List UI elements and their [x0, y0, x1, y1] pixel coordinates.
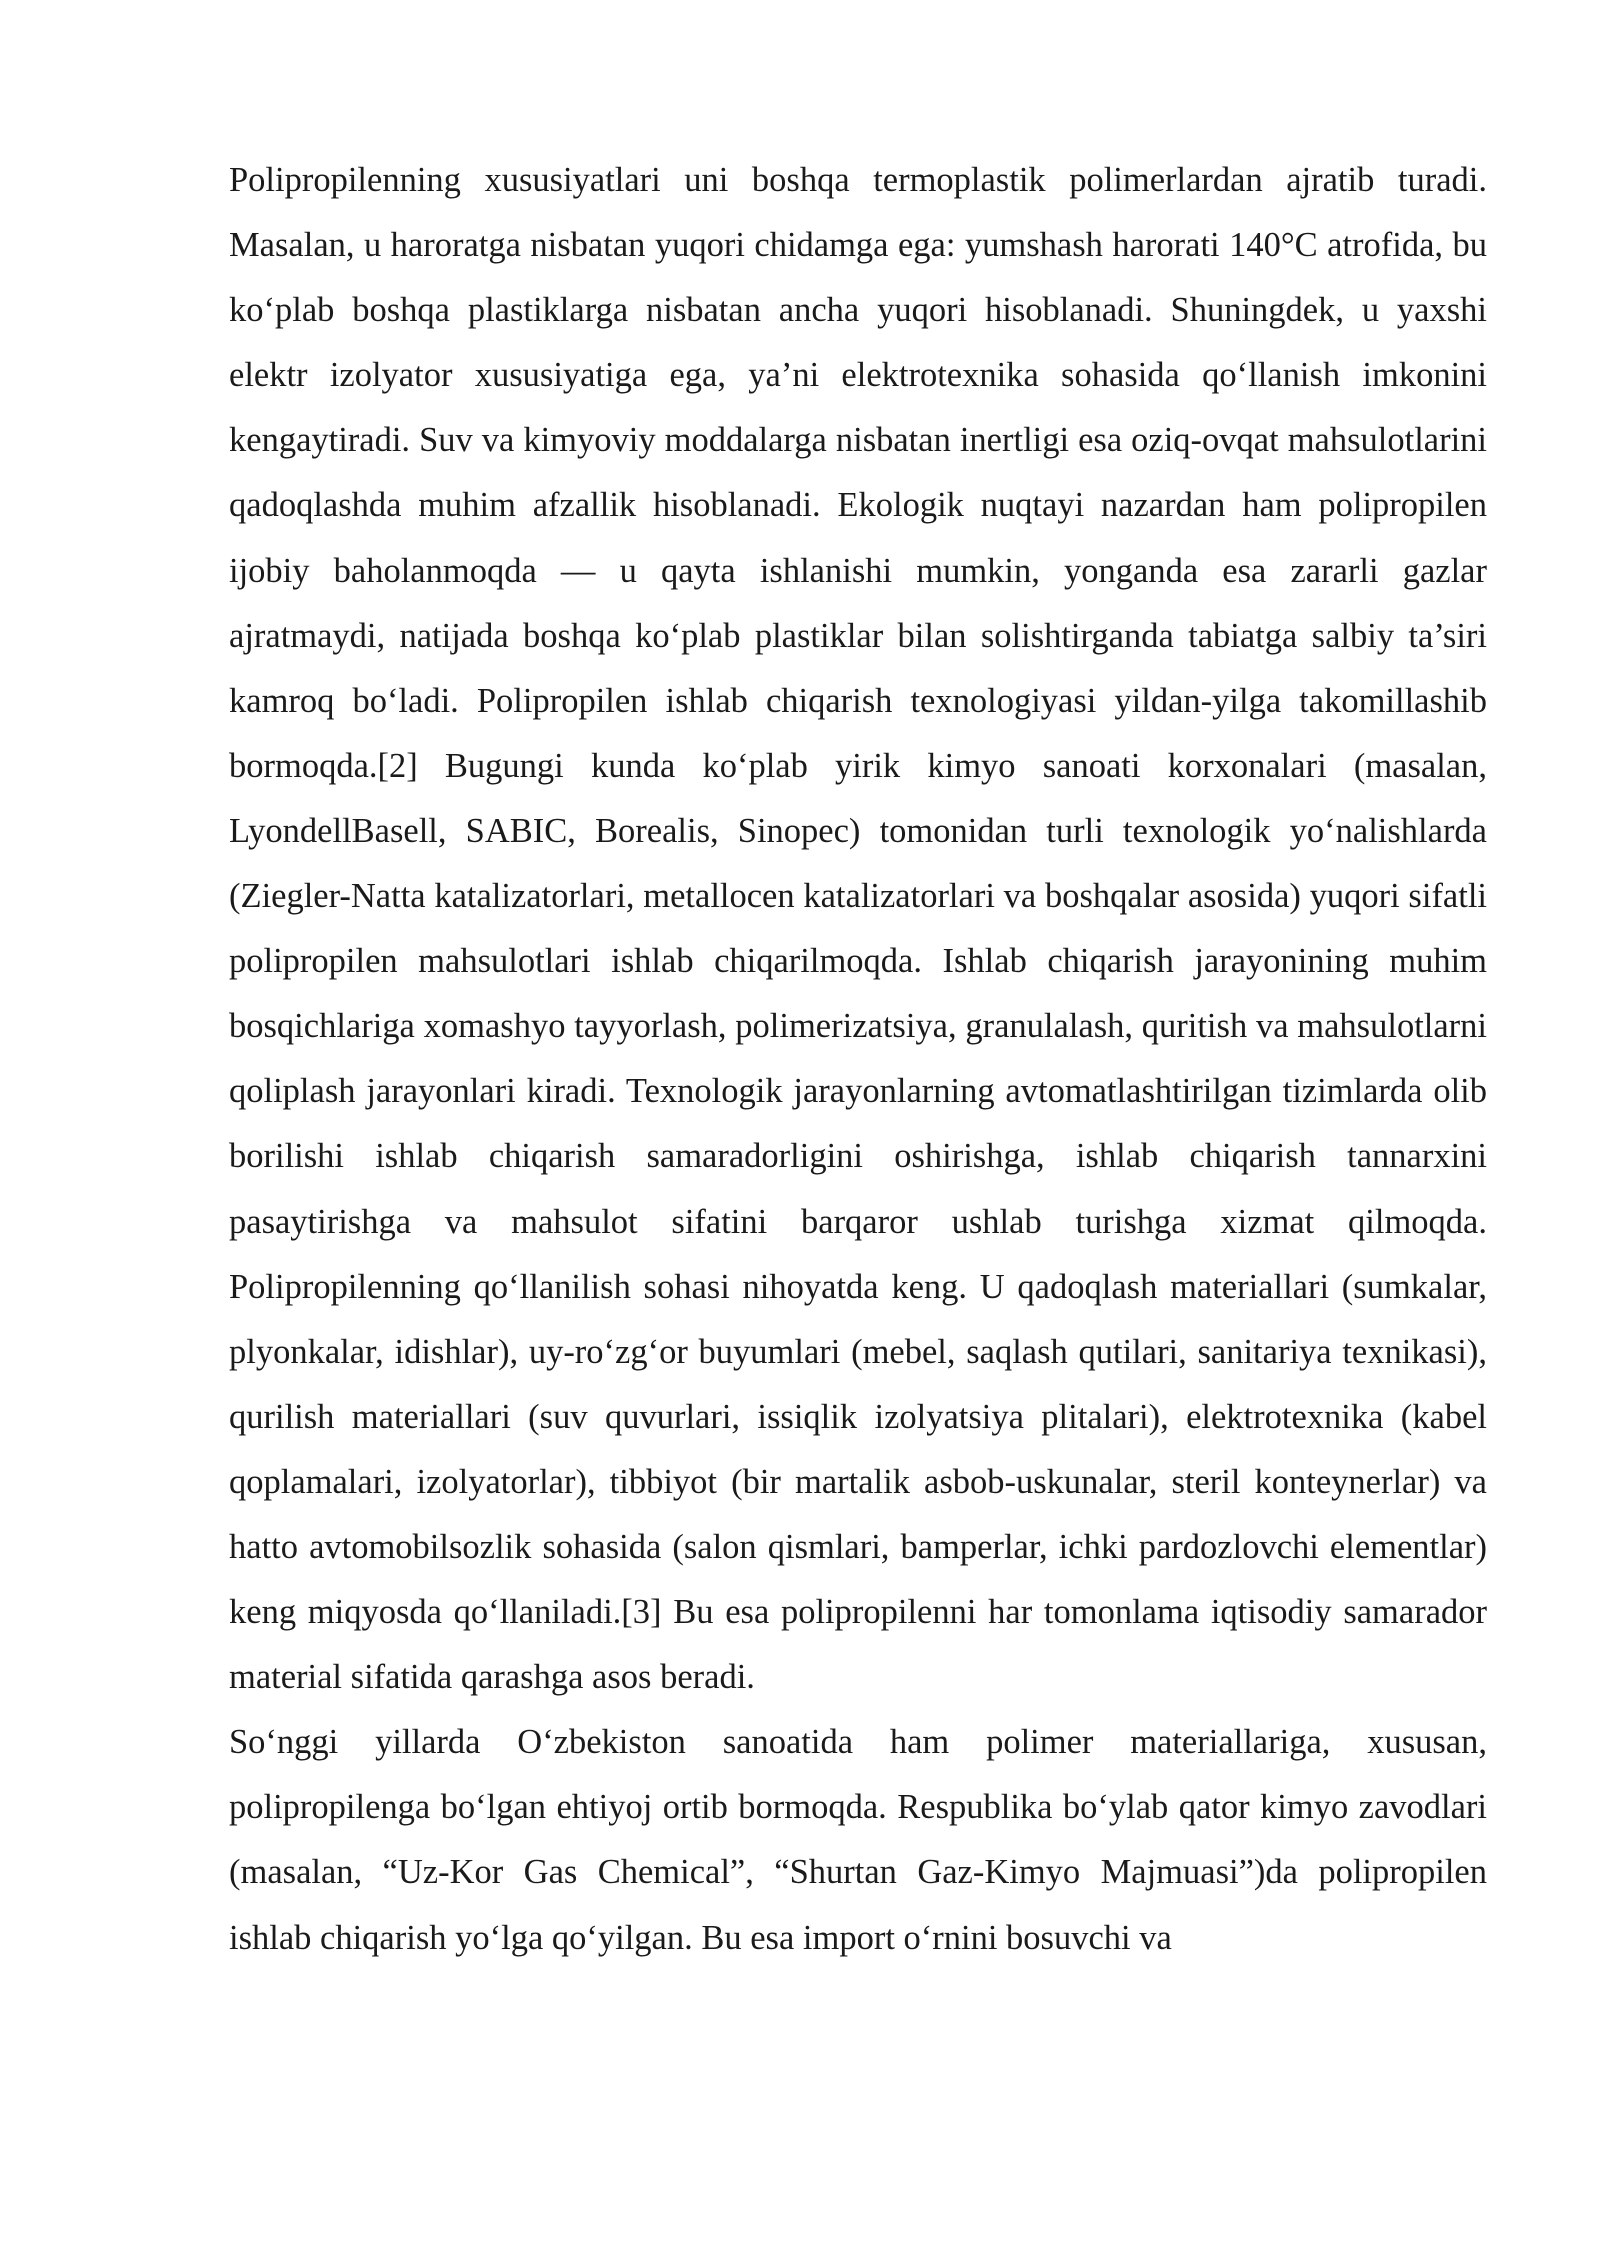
- paragraph-uzbekistan-industry: So‘nggi yillarda O‘zbekiston sanoatida ham polimer materiallariga, xususan, polipropilenga bo‘lgan ehtiyoj ortib bormoqda. Respublika bo‘ylab qator kimyo zavodlari (masalan, “Uz-Kor Gas Chemical”, “Shurtan Gaz-Kimyo Majmuasi”)da polipropilen ishlab chiqarish yo‘lga qo‘yilgan. Bu esa import o‘rnini bosuvchi va: [229, 1723, 1487, 1957]
- paragraph-polypropylene-properties: Polipropilenning xususiyatlari uni boshqa termoplastik polimerlardan ajratib turadi. Masalan, u haroratga nisbatan yuqori chidamga ega: yumshash harorati 140°C atrofida, bu ko‘plab boshqa plastiklarga nisbatan ancha yuqori hisoblanadi. Shuningdek, u yaxshi elektr izolyator xususiyatiga ega, ya’ni elektrotexnika sohasida qo‘llanish imkonini kengaytiradi. Suv va kimyoviy moddalarga nisbatan inertligi esa oziq-ovqat mahsulotlarini qadoqlashda muhim afzallik hisoblanadi. Ekologik nuqtayi nazardan ham polipropilen ijobiy baholanmoqda — u qayta ishlanishi mumkin, yonganda esa zararli gazlar ajratmaydi, natijada boshqa ko‘plab plastiklar bilan solishtirganda tabiatga salbiy ta’siri kamroq bo‘ladi. Polipropilen ishlab chiqarish texnologiyasi yildan-yilga takomillashib bormoqda.[2] Bugungi kunda ko‘plab yirik kimyo sanoati korxonalari (masalan, LyondellBasell, SABIC, Borealis, Sinopec) tomonidan turli texnologik yo‘nalishlarda (Ziegler-Natta katalizatorlari, metallocen katalizatorlari va boshqalar asosida) yuqori sifatli polipropilen mahsulotlari ishlab chiqarilmoqda. Ishlab chiqarish jarayonining muhim bosqichlariga xomashyo tayyorlash, polimerizatsiya, granulalash, quritish va mahsulotlarni qoliplash jarayonlari kiradi. Texnologik jarayonlarning avtomatlashtirilgan tizimlarda olib borilishi ishlab chiqarish samaradorligini oshirishga, ishlab chiqarish tannarxini pasaytirishga va mahsulot sifatini barqaror ushlab turishga xizmat qilmoqda. Polipropilenning qo‘llanilish sohasi nihoyatda keng. U qadoqlash materiallari (sumkalar, plyonkalar, idishlar), uy-ro‘zg‘or buyumlari (mebel, saqlash qutilari, sanitariya texnikasi), qurilish materiallari (suv quvurlari, issiqlik izolyatsiya plitalari), elektrotexnika (kabel qoplamalari, izolyatorlar), tibbiyot (bir martalik asbob-uskunalar, steril konteynerlar) va hatto avtomobilsozlik sohasida (salon qismlari, bamperlar, ichki pardozlovchi elementlar) keng miqyosda qo‘llaniladi.[3] Bu esa polipropilenni har tomonlama iqtisodiy samarador material sifatida qarashga asos beradi.: [229, 161, 1487, 1697]
- document-body: [229, 148, 1487, 1971]
